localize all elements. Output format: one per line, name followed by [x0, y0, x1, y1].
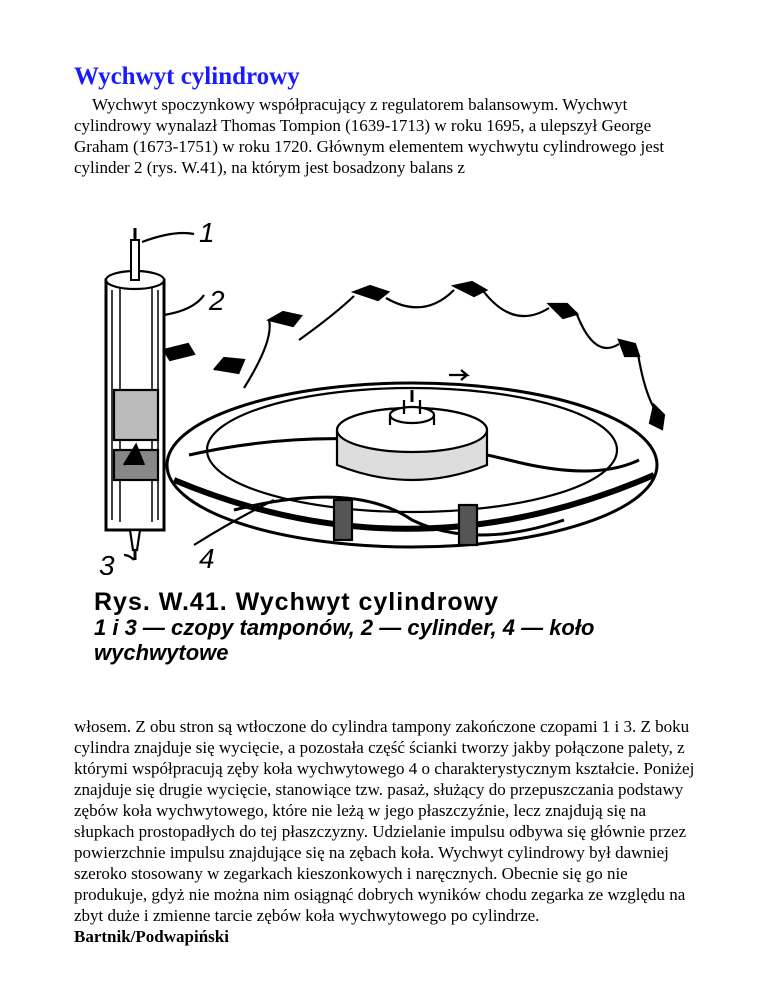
body-paragraph — [74, 716, 698, 947]
label-3: 3 — [99, 550, 115, 575]
escapement-drawing — [94, 220, 694, 575]
page-title: Wychwyt cylindrowy — [74, 63, 300, 90]
figure-caption — [94, 590, 704, 665]
intro-text: Wychwyt spoczynkowy współpracujący z regulatorem balansowym. Wychwyt cylindrowy wynalazł Thomas Tompion (1639-1713) w roku 1695, a ulepszył George Graham (1673-1751) w roku 1720. Głównym elementem wychwytu cylindrowego jest cylinder 2 (rys. W.41), na którym jest bosadzony balans z — [74, 95, 665, 177]
label-1: 1 — [199, 220, 215, 248]
body-text: włosem. Z obu stron są wtłoczone do cylindra tampony zakończone czopami 1 i 3. Z boku cylindra znajduje się wycięcie, a pozostała część ścianki tworzy jakby połączone palety, z którymi współpracują zęby koła wychwytowego 4 o charakterystycznym kształcie. Poniżej znajduje się drugie wycięcie, stanowiące tzw. pasaż, służący do przepuszczania podstawy zębów koła wychwytowego, które nie leżą w jego płaszczyźnie, lecz znajdują się na słupkach prostopadłych do tej płaszczyzny. Udzielanie impulsu odbywa się głównie przez powierzchnie impulsu znajdujące się na zębach koła. Wychwyt cylindrowy był dawniej szeroko stosowany w zegarkach kieszonkowych i naręcznych. Obecnie się go nie produkuje, gdyż nie można nim osiągnąć dobrych wyników chodu zegarka ze względu na zbyt duże i zmienne tarcie zębów koła wychwytowego po cylindrze. — [74, 717, 695, 925]
label-4: 4 — [199, 543, 215, 574]
intro-paragraph — [74, 94, 704, 178]
label-2: 2 — [209, 285, 225, 316]
caption-title: Rys. W.41. Wychwyt cylindrowy — [94, 588, 500, 616]
escapement-figure — [94, 220, 694, 575]
author: Bartnik/Podwapiński — [74, 927, 229, 946]
caption-text: 1 i 3 — czopy tamponów, 2 — cylinder, 4 — koło wychwytowe — [94, 615, 595, 665]
